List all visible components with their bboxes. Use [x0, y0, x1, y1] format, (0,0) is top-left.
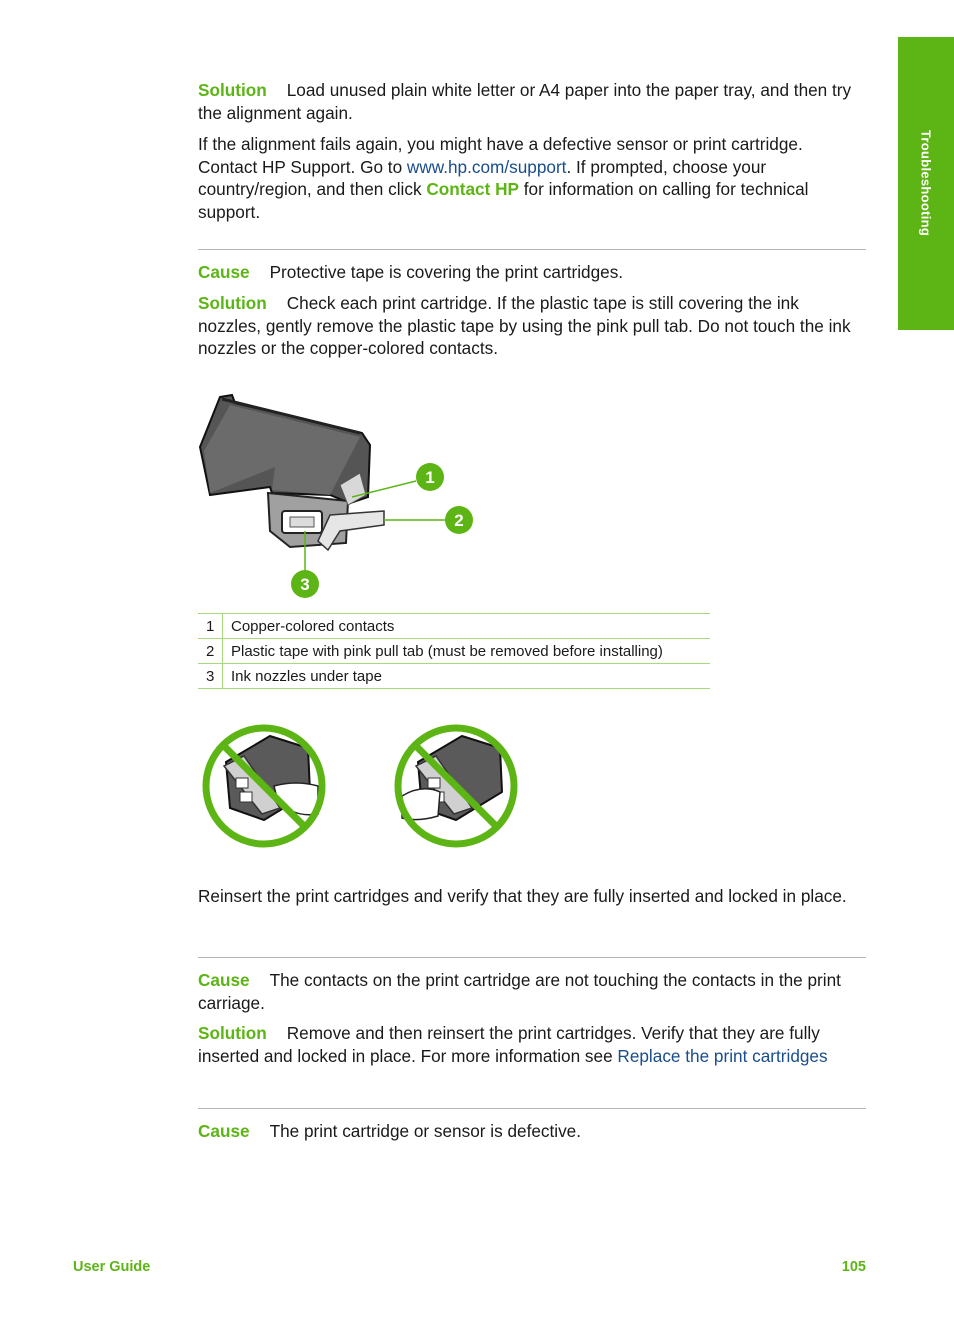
cause-text: Protective tape is covering the print cartridges.	[269, 262, 624, 282]
solution-paragraph-3	[198, 1022, 866, 1067]
callout-legend-table	[198, 613, 710, 689]
cause-paragraph-4	[198, 1120, 866, 1143]
solution-label: Solution	[198, 80, 267, 100]
replace-cartridges-link[interactable]: Replace the print cartridges	[617, 1045, 828, 1066]
cause-text: The contacts on the print cartridge are not touching the contacts in the print carriage.	[198, 970, 841, 1013]
solution-label: Solution	[198, 293, 267, 313]
section-divider	[198, 249, 866, 250]
print-cartridge-illustration	[190, 385, 490, 605]
solution-label: Solution	[198, 1023, 267, 1043]
section-divider	[198, 957, 866, 958]
solution-paragraph-2	[198, 292, 866, 360]
callout-3	[291, 570, 319, 598]
table-row	[198, 614, 710, 639]
cause-paragraph-2	[198, 261, 866, 284]
section-side-tab	[898, 37, 954, 330]
support-text-a: If the alignment fails again, you might have a defective sensor or print cartridge. Contact HP Support. Go to	[198, 134, 803, 177]
legend-text: Ink nozzles under tape	[223, 664, 711, 689]
legend-number: 1	[198, 614, 223, 639]
callout-1	[416, 463, 444, 491]
contact-hp-term: Contact HP	[426, 179, 519, 199]
cause-text: The print cartridge or sensor is defective.	[269, 1121, 582, 1141]
support-text-b: . If prompted, choose your country/region, and then click	[198, 156, 767, 199]
hp-support-link[interactable]: www.hp.com/support	[406, 156, 567, 177]
svg-text:3: 3	[300, 575, 310, 594]
solution-text: Remove and then reinsert the print cartridges. Verify that they are fully inserted and locked in place. For more information see	[198, 1023, 820, 1066]
table-row	[198, 639, 710, 664]
solution-text: Check each print cartridge. If the plastic tape is still covering the ink nozzles, gently remove the plastic tape by using the pink pull tab. Do not touch the ink nozzles or the copper-colored contacts.	[198, 293, 851, 358]
solution-text: Load unused plain white letter or A4 paper into the paper tray, and then try the alignment again.	[198, 80, 852, 123]
table-row	[198, 664, 710, 689]
svg-text:1: 1	[425, 468, 435, 487]
do-not-touch-nozzles-icon	[392, 722, 520, 850]
cause-label: Cause	[198, 262, 250, 282]
support-paragraph	[198, 133, 866, 223]
cause-paragraph-3	[198, 969, 866, 1014]
reinsert-paragraph: Reinsert the print cartridges and verify that they are fully inserted and locked in place.	[198, 886, 847, 906]
page-number: 105	[841, 1259, 866, 1275]
support-text-c: for information on calling for technical support.	[198, 179, 809, 222]
legend-text: Copper-colored contacts	[223, 614, 711, 639]
solution-paragraph-1	[198, 79, 866, 124]
legend-number: 3	[198, 664, 223, 689]
legend-number: 2	[198, 639, 223, 664]
cause-label: Cause	[198, 970, 250, 990]
do-not-touch-contacts-icon	[200, 722, 328, 850]
svg-text:2: 2	[454, 511, 464, 530]
legend-text: Plastic tape with pink pull tab (must be removed before installing)	[223, 639, 711, 664]
section-divider	[198, 1108, 866, 1109]
footer-guide-title: User Guide	[73, 1259, 151, 1275]
cause-label: Cause	[198, 1121, 250, 1141]
side-tab-label: Troubleshooting	[918, 129, 934, 237]
callout-2	[445, 506, 473, 534]
